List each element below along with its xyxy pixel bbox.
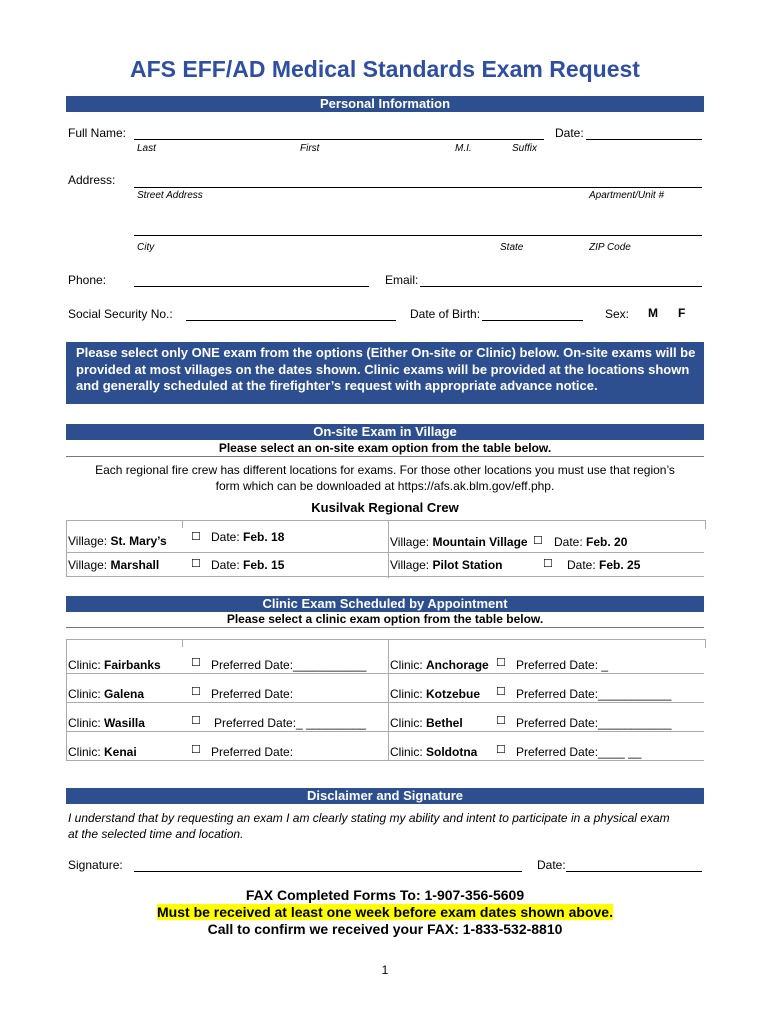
signature-field[interactable] [134,871,522,872]
phone-label: Phone: [68,273,107,287]
page-number: 1 [381,963,389,977]
full-name-field[interactable] [134,139,544,140]
clinic-row [68,745,137,759]
clinic-name: Bethel [426,716,463,730]
caption-zip: ZIP Code [589,242,631,253]
checkbox-icon[interactable]: ☐ [496,657,506,669]
date-label: Date: [555,126,584,140]
ssn-field[interactable] [186,320,396,321]
grid-line [388,639,389,761]
personal-info-header: Personal Information [66,96,704,112]
village-name: Marshall [110,558,160,572]
caption-apartment: Apartment/Unit # [589,190,665,201]
checkbox-icon[interactable]: ☐ [191,744,201,756]
caption-city: City [137,242,155,253]
preferred-date-field[interactable]: Preferred Date: [211,687,294,701]
caption-last: Last [137,143,156,154]
city-state-zip-field[interactable] [134,235,702,236]
village-name: Mountain Village [432,535,528,549]
grid-line [66,702,704,703]
date-label: Date: [211,558,240,572]
village-date [211,558,284,572]
clinic-label: Clinic: [390,745,423,759]
village-row [68,558,159,572]
date-value: Feb. 18 [243,530,285,544]
disclaimer-line2: at the selected time and location. [68,827,244,841]
clinic-label: Clinic: [390,658,423,672]
checkbox-icon[interactable]: ☐ [496,686,506,698]
grid-line [66,520,67,576]
clinic-name: Wasilla [104,716,145,730]
full-name-label: Full Name: [68,126,127,140]
caption-mi: M.I. [455,143,472,154]
preferred-date-field[interactable]: Preferred Date:_ _________ [214,716,367,730]
grid-line [66,639,67,761]
crew-name: Kusilvak Regional Crew [311,500,459,515]
onsite-info-line1: Each regional fire crew has different locations for exams. For those other locations you must use that region’s [95,463,675,477]
clinic-name: Soldotna [426,745,478,759]
clinic-row [68,716,145,730]
checkbox-icon[interactable]: ☐ [543,558,553,570]
fax-deadline [0,904,770,920]
grid-line [182,639,183,647]
clinic-name: Galena [104,687,145,701]
clinic-table-frame [66,639,706,648]
village-date [211,530,284,544]
checkbox-icon[interactable]: ☐ [191,558,201,570]
preferred-date-field[interactable]: Preferred Date:___________ [516,687,672,701]
village-row [390,558,502,572]
disclaimer-line1: I understand that by requesting an exam I am clearly stating my ability and intent to participate in a physical exam [68,811,670,825]
checkbox-icon[interactable]: ☐ [191,531,201,543]
grid-line [66,576,704,577]
date-label: Date: [567,558,596,572]
sex-label: Sex: [605,307,630,321]
village-row [390,535,528,549]
clinic-row [390,716,463,730]
fax-number: FAX Completed Forms To: 1-907-356-5609 [245,887,525,903]
village-label: Village: [68,558,108,572]
village-date [554,535,627,549]
clinic-row [390,658,489,672]
divider [66,627,704,628]
street-address-field[interactable] [134,187,702,188]
onsite-exam-header: On-site Exam in Village [66,424,704,440]
village-label: Village: [390,558,430,572]
signature-date-field[interactable] [566,871,702,872]
clinic-label: Clinic: [68,658,101,672]
preferred-date-field[interactable]: Preferred Date:____ __ [516,745,642,759]
grid-line [66,731,704,732]
village-name: St. Mary’s [110,534,167,548]
grid-line [66,760,704,761]
clinic-row [68,687,144,701]
checkbox-icon[interactable]: ☐ [496,744,506,756]
village-date [567,558,640,572]
clinic-label: Clinic: [390,687,423,701]
preferred-date-field[interactable]: Preferred Date: _ [516,658,609,672]
date-value: Feb. 15 [243,558,285,572]
clinic-label: Clinic: [68,687,101,701]
onsite-info-line2: form which can be downloaded at https://afs.ak.blm.gov/eff.php. [215,479,555,493]
village-row [68,534,167,548]
clinic-label: Clinic: [68,745,101,759]
caption-first: First [300,143,320,154]
caption-suffix: Suffix [512,143,538,154]
clinic-row [390,687,480,701]
date-label: Date: [211,530,240,544]
checkbox-icon[interactable]: ☐ [191,715,201,727]
grid-line [66,552,704,553]
ssn-label: Social Security No.: [68,307,173,321]
clinic-label: Clinic: [68,716,101,730]
dob-label: Date of Birth: [410,307,481,321]
clinic-label: Clinic: [390,716,423,730]
onsite-subheader: Please select an on-site exam option from the table below. [218,441,552,455]
caption-street: Street Address [137,190,203,201]
clinic-name: Anchorage [426,658,489,672]
checkbox-icon[interactable]: ☐ [533,535,543,547]
clinic-row [68,658,161,672]
caption-state: State [500,242,524,253]
clinic-subheader: Please select a clinic exam option from the table below. [226,612,544,626]
village-name: Pilot Station [432,558,503,572]
signature-label: Signature: [68,858,123,872]
clinic-exam-header: Clinic Exam Scheduled by Appointment [66,596,704,612]
preferred-date-field[interactable]: Preferred Date:___________ [516,716,672,730]
phone-field[interactable] [134,286,369,287]
email-field[interactable] [420,286,702,287]
clinic-name: Fairbanks [104,658,161,672]
checkbox-icon[interactable]: ☐ [496,715,506,727]
checkbox-icon[interactable]: ☐ [191,657,201,669]
checkbox-icon[interactable]: ☐ [191,686,201,698]
address-label: Address: [68,173,116,187]
signature-date-label: Date: [537,858,566,872]
date-value: Feb. 25 [599,558,641,572]
clinic-row [390,745,477,759]
village-label: Village: [68,534,108,548]
instructions-notice: Please select only ONE exam from the options (Either On-site or Clinic) below. On-site exams will be provided at most villages on the dates shown. Clinic exams will be provided at the locations shown and generally scheduled at the firefighter’s request with appropriate advance notice. [66,342,704,404]
sex-option-m[interactable]: M [648,306,658,320]
village-table-frame [66,520,706,529]
fax-deadline-text: Must be received at least one week before exam dates shown above. [157,904,613,920]
preferred-date-field[interactable]: Preferred Date: [211,745,294,759]
date-label: Date: [554,535,583,549]
sex-option-f[interactable]: F [678,306,686,320]
grid-line [182,520,183,528]
page-title: AFS EFF/AD Medical Standards Exam Request [130,56,640,82]
email-label: Email: [385,273,419,287]
date-field[interactable] [586,139,702,140]
date-value: Feb. 20 [586,535,628,549]
dob-field[interactable] [482,320,583,321]
preferred-date-field[interactable]: Preferred Date:___________ [211,658,367,672]
divider [66,456,704,457]
fax-confirm: Call to confirm we received your FAX: 1-833-532-8810 [207,921,563,937]
clinic-name: Kotzebue [426,687,481,701]
grid-line [388,520,389,578]
clinic-name: Kenai [104,745,137,759]
village-label: Village: [390,535,430,549]
disclaimer-header: Disclaimer and Signature [66,788,704,804]
grid-line [66,673,704,674]
